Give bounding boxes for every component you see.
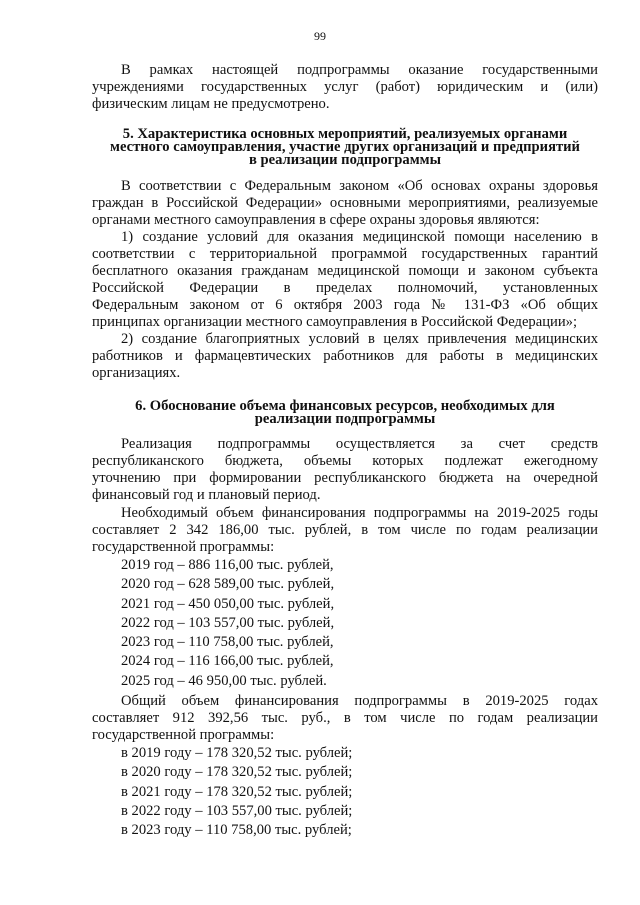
heading-line: 6. Обоснование объема финансовых ресурсов, необходимых для [135, 398, 555, 414]
page-number: 99 [314, 29, 326, 43]
heading-line: реализации подпрограммы [254, 411, 436, 427]
list-item: в 2022 году – 103 557,00 тыс. рублей; [121, 802, 353, 819]
list-item: в 2019 году – 178 320,52 тыс. рублей; [121, 745, 353, 761]
total-funding-by-year-list [121, 745, 352, 841]
text-line: финансовый год и плановый период. [92, 487, 321, 503]
text-line: Реализация подпрограммы осуществляется за счет средств [121, 436, 598, 452]
section-5-heading [92, 128, 598, 167]
text-line: государственной программы: [92, 727, 275, 743]
text-line: уточнению при формировании республиканского бюджета на очередной [92, 470, 598, 486]
list-item: 2024 год – 116 166,00 тыс. рублей, [121, 653, 334, 670]
text-line: Федеральным законом от 6 октября 2003 года № 131-ФЗ «Об общих [92, 297, 598, 313]
text-line: составляет 912 392,56 тыс. руб., в том числе по годам реализации [92, 710, 598, 726]
text-line: 1) создание условий для оказания медицинской помощи населению в [121, 229, 598, 245]
list-item: 2023 год – 110 758,00 тыс. рублей, [121, 634, 334, 651]
text-line: принципах организации местного самоуправления в Российской Федерации»; [92, 314, 577, 330]
text-line: учреждениями государственных услуг (работ) юридическим и (или) [92, 79, 598, 95]
text-line: Российской Федерации в пределах полномочий, установленных [92, 280, 598, 296]
text-line: 2) создание благоприятных условий в целях привлечения медицинских [121, 331, 598, 347]
intro-paragraph [92, 62, 598, 113]
list-item: в 2021 году – 178 320,52 тыс. рублей; [121, 783, 353, 800]
list-item: в 2023 году – 110 758,00 тыс. рублей; [121, 822, 352, 839]
required-funding-by-year-list [121, 557, 334, 692]
list-item: 2019 год – 886 116,00 тыс. рублей, [121, 557, 334, 573]
text-line: Общий объем финансирования подпрограммы в 2019-2025 годах [121, 693, 598, 709]
law-paragraph [92, 178, 598, 229]
text-line: организациях. [92, 365, 181, 381]
heading-line: в реализации подпрограммы [249, 152, 441, 168]
list-item: 2022 год – 103 557,00 тыс. рублей, [121, 614, 335, 631]
required-funding-paragraph [92, 505, 598, 556]
heading-line: 5. Характеристика основных мероприятий, реализуемых органами [122, 126, 568, 142]
text-line: граждан в Российской Федерации» основными мероприятиями, реализуемые [92, 195, 598, 211]
heading-line: местного самоуправления, участие других организаций и предприятий [110, 139, 580, 155]
list-item: 2020 год – 628 589,00 тыс. рублей, [121, 576, 335, 593]
text-line: Необходимый объем финансирования подпрограммы на 2019-2025 годы [121, 505, 598, 521]
text-line: В рамках настоящей подпрограммы оказание государственными [121, 62, 598, 78]
list-item: 2021 год – 450 050,00 тыс. рублей, [121, 595, 335, 612]
text-line: физическим лицам не предусмотрено. [92, 96, 330, 112]
section-6-heading [92, 400, 598, 426]
text-line: В соответствии с Федеральным законом «Об основах охраны здоровья [121, 178, 598, 194]
item-1-paragraph [92, 229, 598, 331]
list-item: в 2020 году – 178 320,52 тыс. рублей; [121, 764, 353, 781]
list-item: 2025 год – 46 950,00 тыс. рублей. [121, 672, 327, 689]
text-line: органами местного самоуправления в сфере охраны здоровья являются: [92, 212, 540, 228]
item-2-paragraph [92, 331, 598, 382]
text-line: соответствии с территориальной программой государственных гарантий [92, 246, 598, 262]
text-line: составляет 2 342 186,00 тыс. рублей, в том числе по годам реализации [92, 522, 598, 538]
text-line: бесплатного оказания гражданам медицинской помощи и законом субъекта [92, 263, 598, 279]
text-line: работников и фармацевтических работников для работы в медицинских [92, 348, 598, 364]
funding-source-paragraph [92, 436, 598, 504]
text-line: республиканского бюджета, объемы которых подлежат ежегодному [92, 453, 598, 469]
text-line: государственной программы: [92, 539, 275, 555]
total-funding-paragraph [92, 693, 598, 744]
